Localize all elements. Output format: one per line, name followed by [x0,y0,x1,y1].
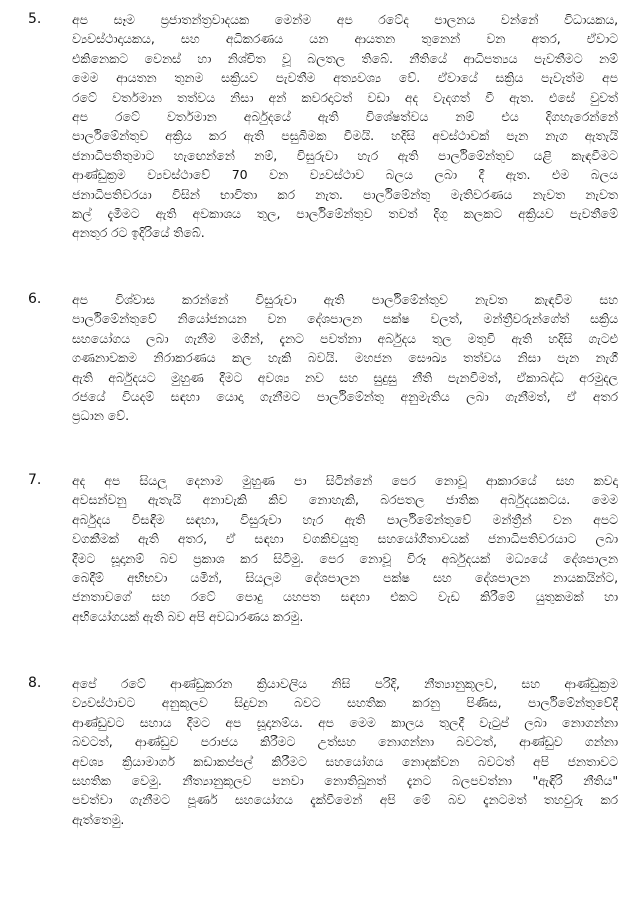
paragraph-body [72,290,618,426]
paragraph-line: අවසන්වනු ඇතැයි අනාවැකි කිව නොහැකි, බරපතල ජාතික අර්බුදයකටය. මෙම [72,492,618,508]
paragraph-6 [28,290,618,426]
paragraph-line: පවත්වා ගැනීමට පූර්ණ සහයෝගය දැක්වීමෙන් අපි මේ බව දැනටමත් තහවුරු කර [72,792,618,808]
paragraph-number: 5. [28,11,42,27]
paragraph-line: ජනතාවගේ සහ රටේ පොදු යහපත සඳහා එකට වැඩ කිරීමේ යුතුකමක් හා [72,589,618,605]
paragraph-line: ව්‍යවස්ථාදායකය, සහ අධිකරණය යන ආයතන තුනෙන් වන අතර, ඒවාට [72,31,618,47]
paragraph-line: රජයේ වියදම් සඳහා යොදා ගැනීමට පාර්ලිමේන්තු අනුමැතිය ලබා ගැනීමත්, ඒ අතර [72,389,618,405]
paragraph-line: රටේ වර්තමාන තත්වය නිසා අන් කවරදාටත් වඩා අද වැදගත් වී ඇත. එසේ වුවත් [72,89,618,105]
paragraph-line: ව්‍යවස්ථාවට අනුකූලව සිදුවන බවට සහතික කරනු පිණිස, පාර්ලිමේන්තුවේදී [72,695,618,711]
paragraph-number: 6. [28,291,42,307]
paragraph-line: සහතික වෙමු. නීත්‍යානුකූලව පනවා නොතිබුනත් දැනට බලපවත්නා "ඇඳිරි නීතිය" [72,773,618,789]
paragraph-line: ඇත්තෙමු. [72,811,125,827]
paragraph-line: බෙදීම් අභිභවා යමින්, සියලුම දේශපාලන පක්ෂ සහ දේශපාලන නායකයින්ට, [72,570,618,586]
paragraph-line: පාර්ලිමේන්තුව අක්‍රිය කර ඇති පසුබිමක වීමයි. හදිසි අවස්ථාවක් පැන නැග ඇතැයි [72,128,618,144]
paragraph-line: අර්බුදය විසඳීම සඳහා, විසුරුවා හැර ඇති පාර්ලිමේන්තුවේ මන්ත්‍රීන් වන අපට [72,511,618,527]
paragraph-line: මෙම ආයතන තුනම සක්‍රියව පැවතීම අත්‍යවශ්‍ය වේ. ඒවායේ සක්‍රිය පැවැත්ම අප [72,70,618,86]
paragraph-line: අපේ රටේ ආණ්ඩුකරන ක්‍රියාවලිය නිසි පරිදි, නීත්‍යානුකූලව, සහ ආණ්ඩුක්‍රම [72,676,618,691]
paragraph-line: බවටත්, ආණ්ඩුව පරාජය කිරීමට උත්සහ නොගන්නා බවටත්, ආණ්ඩුව ගන්නා [72,734,618,750]
paragraph-line: ආණ්ඩුවට සහාය දීමට අප සූදානම්ය. අප මෙම කාලය තුලදී වැටුප් ලබා නොගන්නා [72,714,618,730]
paragraph-body [72,10,618,243]
paragraph-line: ගණනාවකම නිරාකරණය කල හැකි බවයි. මහජන සෞඛ්‍ය තත්වය නිසා පැන නැගී [72,350,618,366]
paragraph-line: ජනාධිපතිතුමාට හැඟෙන්නේ නම්, විසුරුවා හැර ඇති පාර්ලිමේන්තුව යළි කැඳවීමට [72,147,618,163]
paragraph-line: අනතුර රට ඉදිරියේ තිබේ. [72,225,205,241]
paragraph-line: අප රටේ වර්තමාන අර්බුදයේ ඇති විශේෂත්වය නම් එය දිගහැරෙන්නේ [72,109,618,125]
paragraph-line: ඇති අර්බුදයට මුහුණ දීමට අවශ්‍ය නව සහ සුදුසු නීති පැනවීමත්, ඒකාබද්ධ අරමුදල [72,369,618,385]
paragraph-7 [28,471,618,626]
paragraph-line: ආණ්ඩුක්‍රම ව්‍යවස්ථාවේ 70 වන ව්‍යවස්ථාව බලය ලබා දී ඇත. එම බලය [72,167,618,183]
paragraph-line: ප්‍රධාන වේ. [72,408,129,424]
paragraph-line: කල් දැමීමට ඇති අවකාශය තුල, පාර්ලිමේන්තුව තවත් දිගු කලකට අක්‍රියව පැවතීමේ [72,206,618,222]
paragraph-line: අප සෑම ප්‍රජාතන්ත්‍රවාදයක මෙන්ම අප රටේද පාලනය වන්නේ විධායකය, [72,12,618,27]
paragraph-number: 8. [28,675,42,691]
paragraph-line: සහයෝගය ලබා ගැනීම මගින්, දැනට පවත්නා අර්බුදය තුල මතුවී ඇති හදිසි ගැටළු [72,330,618,346]
paragraph-5 [28,10,618,243]
paragraph-line: ජනාධිපතිවරයා විසින් භාවිතා කර නැත. පාර්ලිමේන්තු මැතිවරණය නැවත නැවත [72,186,618,202]
paragraph-line: එකිනෙකට වෙනස් හා නිශ්චිත වූ බලතල තිබේ. නීතියේ ආධිපත්‍යය පැවතීමට නම් [72,50,618,66]
paragraph-number: 7. [28,472,42,488]
paragraph-line: පාර්ලිමේන්තුවේ නියෝජනයන වන දේශපාලන පක්ෂ වලත්, මන්ත්‍රීවරුන්ගේත් සක්‍රිය [72,311,618,327]
paragraph-body [72,471,618,626]
paragraph-line: දීමට සූදානම් බව ප්‍රකාශ කර සිටිමු. පෙර නොවූ විරූ අර්බුදයක් මධ්‍යයේ දේශපාලන [72,550,618,566]
paragraph-line: අද අප සියලු දෙනාම මුහුණ පා සිටින්නේ පෙර නොවූ ආකාරයේ සහ කවදා [72,473,618,488]
paragraph-line: අවශ්‍ය ක්‍රියාමාර්ග කඩාකප්පල් කිරීමට සහයෝගය නොදක්වන බවටත් අපි ජනතාවට [72,753,618,769]
paragraph-line: අප විශ්වාස කරන්නේ විසුරුවා ඇති පාර්ලිමේන්තුව නැවත කැඳවීම සහ [72,292,618,307]
paragraph-line: අභියෝගයක් ඇති බව අපි අවධාරණය කරමු. [72,608,304,624]
paragraph-8 [28,674,618,829]
paragraph-body [72,674,618,829]
paragraph-line: වගකීමක් ඇති අතර, ඒ සඳහා වගකිවයුතු සහයෝගීතාවයක් ජනාධිපතිවරයාට ලබා [72,531,618,547]
